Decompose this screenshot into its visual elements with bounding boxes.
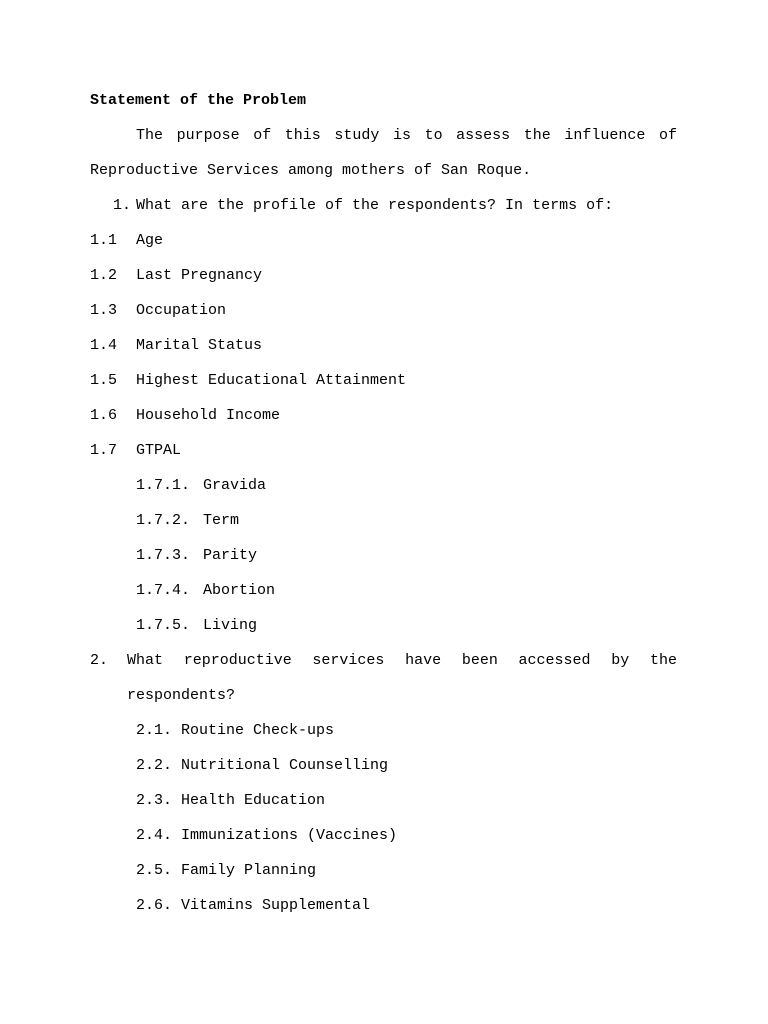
list-item-label: Household Income bbox=[136, 407, 281, 424]
question-2-word: services bbox=[312, 652, 385, 669]
list-item-label: Vitamins Supplemental bbox=[181, 897, 371, 914]
list-item-number: 1.1 bbox=[90, 232, 118, 249]
list-item-label: Highest Educational Attainment bbox=[136, 372, 407, 389]
list-item-label: Health Education bbox=[181, 792, 326, 809]
sub-item-label: Abortion bbox=[203, 582, 276, 599]
intro-word: influence bbox=[564, 127, 646, 144]
question-2-line-1 bbox=[127, 651, 677, 671]
question-2-word: reproductive bbox=[183, 652, 292, 669]
list-item-label: Immunizations (Vaccines) bbox=[181, 827, 398, 844]
question-2-word: What bbox=[127, 652, 164, 669]
list-item-number: 2.5. bbox=[136, 862, 173, 879]
list-item-label: Family Planning bbox=[181, 862, 317, 879]
list-item-label: Occupation bbox=[136, 302, 227, 319]
list-item-label: Nutritional Counselling bbox=[181, 757, 389, 774]
list-item-number: 1.3 bbox=[90, 302, 118, 319]
intro-word: to bbox=[424, 127, 443, 144]
list-item-label: Marital Status bbox=[136, 337, 263, 354]
sub-item-number: 1.7.5. bbox=[136, 617, 191, 634]
intro-word: purpose bbox=[176, 127, 240, 144]
list-item-label: Last Pregnancy bbox=[136, 267, 263, 284]
list-item-label: Routine Check-ups bbox=[181, 722, 335, 739]
section-heading: Statement of the Problem bbox=[90, 92, 307, 109]
intro-line-2: Reproductive Services among mothers of San Roque. bbox=[90, 162, 532, 179]
sub-item-number: 1.7.1. bbox=[136, 477, 191, 494]
question-2-word: accessed bbox=[518, 652, 591, 669]
sub-item-number: 1.7.2. bbox=[136, 512, 191, 529]
sub-item-label: Gravida bbox=[203, 477, 267, 494]
list-item-number: 2.4. bbox=[136, 827, 173, 844]
intro-word: the bbox=[523, 127, 551, 144]
intro-word: of bbox=[658, 127, 677, 144]
question-2-word: by bbox=[611, 652, 630, 669]
intro-line-1 bbox=[136, 126, 677, 146]
intro-word: this bbox=[284, 127, 321, 144]
intro-word: study bbox=[334, 127, 380, 144]
list-item-label: Age bbox=[136, 232, 164, 249]
question-1-text: What are the profile of the respondents? In terms of: bbox=[136, 197, 614, 214]
sub-item-number: 1.7.3. bbox=[136, 547, 191, 564]
list-item-number: 2.6. bbox=[136, 897, 173, 914]
intro-word: The bbox=[136, 127, 164, 144]
list-item-number: 1.2 bbox=[90, 267, 118, 284]
sub-item-number: 1.7.4. bbox=[136, 582, 191, 599]
list-item-number: 1.5 bbox=[90, 372, 118, 389]
question-2-word: been bbox=[461, 652, 498, 669]
sub-item-label: Living bbox=[203, 617, 258, 634]
sub-item-label: Term bbox=[203, 512, 240, 529]
list-item-number: 2.3. bbox=[136, 792, 173, 809]
question-2-word: have bbox=[405, 652, 442, 669]
list-item-number: 2.2. bbox=[136, 757, 173, 774]
intro-word: of bbox=[253, 127, 272, 144]
list-item-number: 1.7 bbox=[90, 442, 118, 459]
question-2-number: 2. bbox=[90, 652, 109, 669]
list-item-number: 1.6 bbox=[90, 407, 118, 424]
question-1-number: 1. bbox=[113, 197, 132, 214]
list-item-number: 2.1. bbox=[136, 722, 173, 739]
list-item-label: GTPAL bbox=[136, 442, 182, 459]
sub-item-label: Parity bbox=[203, 547, 258, 564]
intro-word: assess bbox=[456, 127, 511, 144]
intro-word: is bbox=[392, 127, 411, 144]
list-item-number: 1.4 bbox=[90, 337, 118, 354]
question-2-word: the bbox=[649, 652, 677, 669]
question-2-line-2: respondents? bbox=[127, 687, 236, 704]
